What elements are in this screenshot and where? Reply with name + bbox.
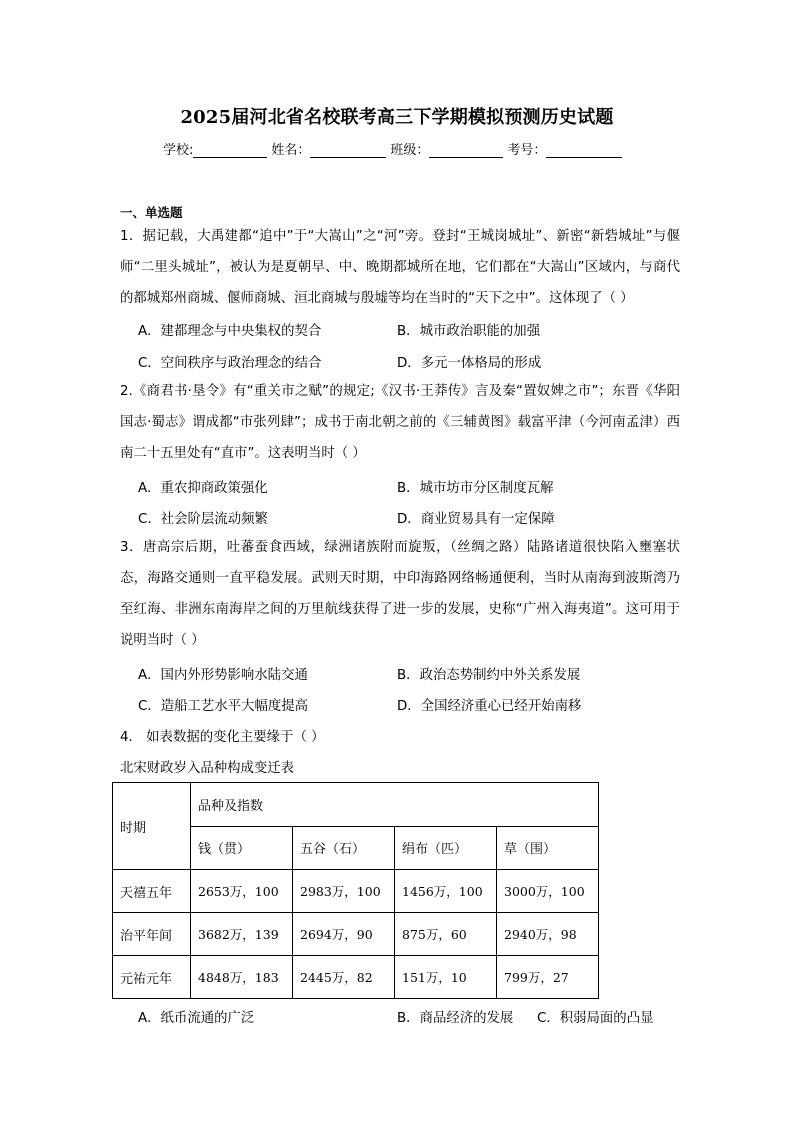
question-4-option-b[interactable]: B．商品经济的发展 (397, 1011, 514, 1026)
question-3-option-d[interactable]: D．全国经济重心已经开始南移 (397, 699, 582, 714)
table-cell: 3682万，139 (191, 913, 293, 956)
question-3-stem: 3．唐高宗后期，吐蕃蚕食西域，绿洲诸族附而旋叛，（丝绸之路）陆路诸道很快陷入壅塞状态，海路交通则一直平稳发展。武则天时期，中印海路网络畅通便利，当时从南海到波斯湾乃至红海、非洲东南海岸之间的万里航线获得了进一步的发展，史称“广州入海夷道”。这可用于说明当时（ ） (120, 540, 680, 648)
table-header-col: 绢布（匹） (395, 826, 497, 870)
student-info-line (163, 139, 626, 158)
question-4-stem: 4． 如表数据的变化主要缘于（ ） (120, 730, 325, 745)
table-header-period: 时期 (113, 783, 191, 870)
table-cell: 151万，10 (395, 956, 497, 999)
table-cell-period: 治平年间 (113, 913, 191, 956)
school-label: 学校: (163, 143, 194, 158)
name-blank[interactable] (310, 143, 386, 158)
question-1-option-b[interactable]: B．城市政治职能的加强 (397, 324, 541, 339)
question-3-option-c[interactable]: C．造船工艺水平大幅度提高 (138, 699, 309, 714)
table-cell: 2694万，90 (293, 913, 395, 956)
table-cell: 2940万，98 (497, 913, 599, 956)
table-cell: 1456万，100 (395, 870, 497, 913)
question-3-option-a[interactable]: A．国内外形势影响水陆交通 (138, 668, 308, 683)
question-4-option-a[interactable]: A．纸币流通的广泛 (138, 1011, 255, 1026)
table-cell: 875万，60 (395, 913, 497, 956)
table-header-col: 五谷（石） (293, 826, 395, 870)
question-2-option-a[interactable]: A．重农抑商政策强化 (138, 481, 268, 496)
table-row (113, 870, 599, 913)
question-1-stem: 1．据记载，大禹建都“追中”于“大嵩山”之“河”旁。登封“王城岗城址”、新密“新砦城址”与偃师“二里头城址”，被认为是夏朝早、中、晚期都城所在地，它们都在“大嵩山”区域内，与商代的都城郑州商城、偃师商城、洹北商城与殷墟等均在当时的“天下之中”。这体现了（ ） (120, 229, 680, 306)
table-header-col: 草（围） (497, 826, 599, 870)
page-title: 2025届河北省名校联考高三下学期模拟预测历史试题 (180, 107, 614, 128)
class-label: 班级： (390, 143, 430, 158)
section-heading: 一、单选题 (120, 205, 183, 220)
table-row (113, 956, 599, 999)
table-cell-period: 天禧五年 (113, 870, 191, 913)
table-header-group: 品种及指数 (191, 783, 599, 827)
question-4-option-c[interactable]: C．积弱局面的凸显 (537, 1011, 654, 1026)
table-cell: 3000万，100 (497, 870, 599, 913)
table-cell: 4848万，183 (191, 956, 293, 999)
question-2-stem: 2.《商君书·垦令》有“重关市之赋”的规定;《汉书·王莽传》言及秦“置奴婢之市”；东晋《华阳国志·蜀志》谓成都“市张列肆”；成书于南北朝之前的《三辅黄图》载富平津（今河南孟津）西南二十五里处有“直市”。这表明当时（ ） (120, 384, 680, 461)
table-row (113, 913, 599, 956)
question-2-option-b[interactable]: B．城市坊市分区制度瓦解 (397, 481, 554, 496)
table-caption: 北宋财政岁入品种构成变迁表 (120, 761, 295, 776)
table-cell: 2445万，82 (293, 956, 395, 999)
exam-no-blank[interactable] (546, 143, 622, 158)
question-3-option-b[interactable]: B．政治态势制约中外关系发展 (397, 668, 581, 683)
table-header-col: 钱（贯） (191, 826, 293, 870)
question-1-option-d[interactable]: D．多元一体格局的形成 (397, 356, 542, 371)
table-cell: 2983万，100 (293, 870, 395, 913)
revenue-table (112, 782, 599, 999)
question-1-option-c[interactable]: C．空间秩序与政治理念的结合 (138, 356, 322, 371)
school-blank[interactable] (193, 143, 267, 158)
question-2-option-d[interactable]: D．商业贸易具有一定保障 (397, 512, 555, 527)
class-blank[interactable] (429, 143, 503, 158)
table-cell-period: 元祐元年 (113, 956, 191, 999)
name-label: 姓名： (271, 143, 311, 158)
exam-no-label: 考号： (507, 143, 547, 158)
table-cell: 2653万，100 (191, 870, 293, 913)
question-1-option-a[interactable]: A．建都理念与中央集权的契合 (138, 324, 322, 339)
table-cell: 799万，27 (497, 956, 599, 999)
question-2-option-c[interactable]: C．社会阶层流动频繁 (138, 512, 268, 527)
